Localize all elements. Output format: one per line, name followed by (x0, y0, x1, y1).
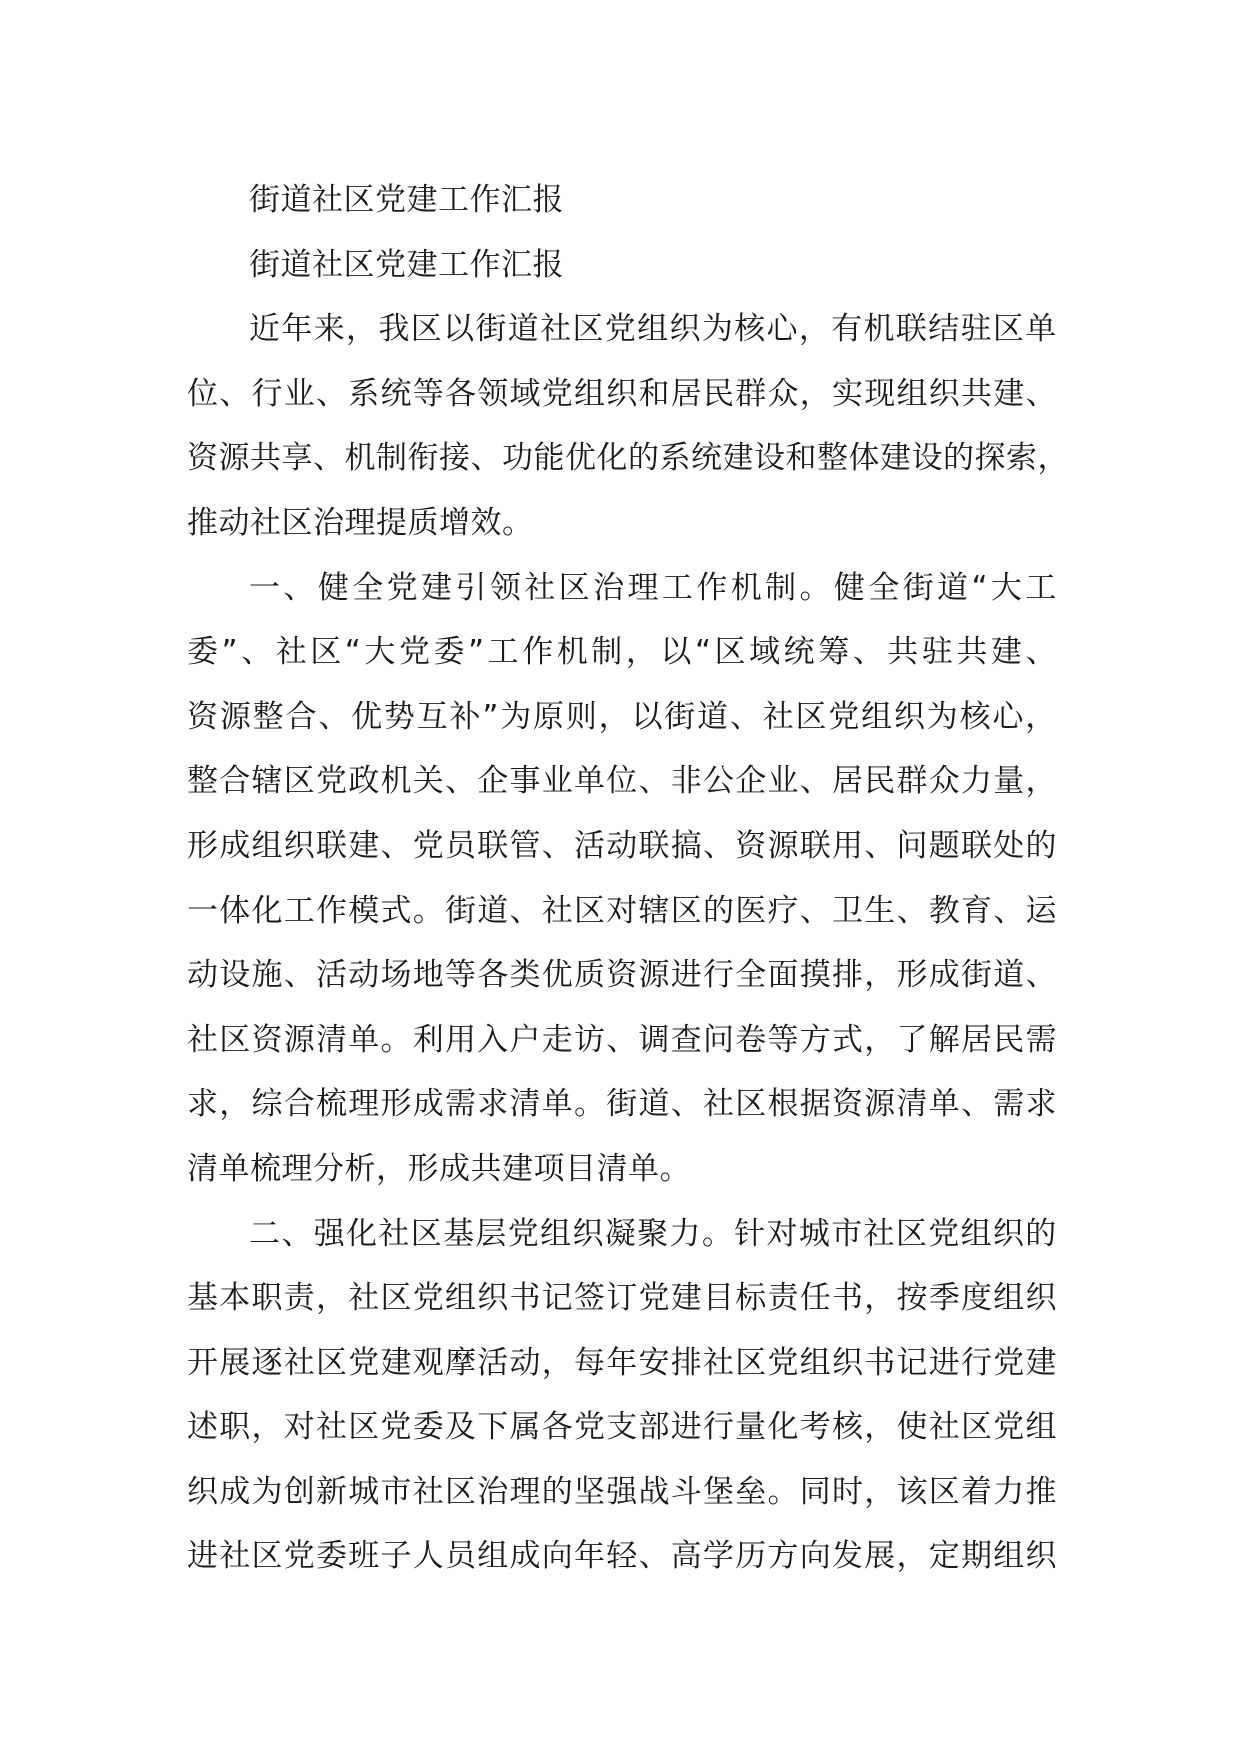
text-line: 述 职 ， 对 社 区 党 委 及 下 属 各 党 支 部 进 行 量 化 考 核 ， 使 社 区 党 组 (187, 1409, 1057, 1446)
text-line: 形 成 组 织 联 建 、 党 员 联 管 、 活 动 联 搞 、 资 源 联 用 、 问 题 联 处 的 (187, 827, 1057, 864)
text-line: 清单梳理分析，形成共建项目清单。 (187, 1150, 691, 1187)
text-line: 近 年 来 ， 我 区 以 街 道 社 区 党 组 织 为 核 心 ， 有 机 联 结 驻 区 单 (249, 311, 1057, 348)
text-line: 一 体 化 工 作 模 式 。 街 道 、 社 区 对 辖 区 的 医 疗 、 卫 生 、 教 育 、 运 (187, 892, 1057, 929)
text-line: 推动社区治理提质增效。 (187, 504, 534, 541)
text-line: 位 、 行 业 、 系 统 等 各 领 域 党 组 织 和 居 民 群 众 ， 实 现 组 织 共 建 、 (187, 375, 1057, 412)
paragraph-section-1 (187, 556, 1057, 1202)
paragraph-section-2 (187, 1202, 1057, 1590)
text-line: 委 ” 、 社 区 “ 大 党 委 ” 工 作 机 制 ， 以 “ 区 域 统 筹 、 共 驻 共 建 、 (187, 634, 1057, 671)
text-line: 整 合 辖 区 党 政 机 关 、 企 事 业 单 位 、 非 公 企 业 、 居 民 群 众 力 量 ， (187, 763, 1057, 800)
document-subtitle: 街道社区党建工作汇报 (249, 246, 564, 283)
paragraph-intro (187, 297, 1069, 555)
document-body (187, 168, 1069, 1589)
text-line: 资 源 整 合 、 优 势 互 补 ” 为 原 则 ， 以 街 道 、 社 区 党 组 织 为 核 心 ， (187, 698, 1057, 735)
text-line: 一 、 健 全 党 建 引 领 社 区 治 理 工 作 机 制 。 健 全 街 道 “ 大 工 (249, 569, 1057, 606)
text-line: 开 展 逐 社 区 党 建 观 摩 活 动 ， 每 年 安 排 社 区 党 组 织 书 记 进 行 党 建 (187, 1344, 1057, 1381)
text-line: 二 、 强 化 社 区 基 层 党 组 织 凝 聚 力 。 针 对 城 市 社 区 党 组 织 的 (249, 1215, 1057, 1252)
text-line: 求 ， 综 合 梳 理 形 成 需 求 清 单 。 街 道 、 社 区 根 据 资 源 清 单 、 需 求 (187, 1086, 1057, 1123)
text-line: 社 区 资 源 清 单 。 利 用 入 户 走 访 、 调 查 问 卷 等 方 式 ， 了 解 居 民 需 (187, 1021, 1057, 1058)
text-line: 进 社 区 党 委 班 子 人 员 组 成 向 年 轻 、 高 学 历 方 向 发 展 ， 定 期 组 织 (187, 1538, 1057, 1575)
text-line: 资 源 共 享 、 机 制 衔 接 、 功 能 优 化 的 系 统 建 设 和 整 体 建 设 的 探 索 ， (187, 440, 1069, 477)
document-title: 街道社区党建工作汇报 (249, 182, 564, 218)
text-line: 动 设 施 、 活 动 场 地 等 各 类 优 质 资 源 进 行 全 面 摸 排 ， 形 成 街 道 、 (187, 957, 1057, 994)
text-line: 基 本 职 责 ， 社 区 党 组 织 书 记 签 订 党 建 目 标 责 任 书 ， 按 季 度 组 织 (187, 1280, 1057, 1317)
text-line: 织 成 为 创 新 城 市 社 区 治 理 的 坚 强 战 斗 堡 垒 。 同 时 ， 该 区 着 力 推 (187, 1473, 1057, 1510)
